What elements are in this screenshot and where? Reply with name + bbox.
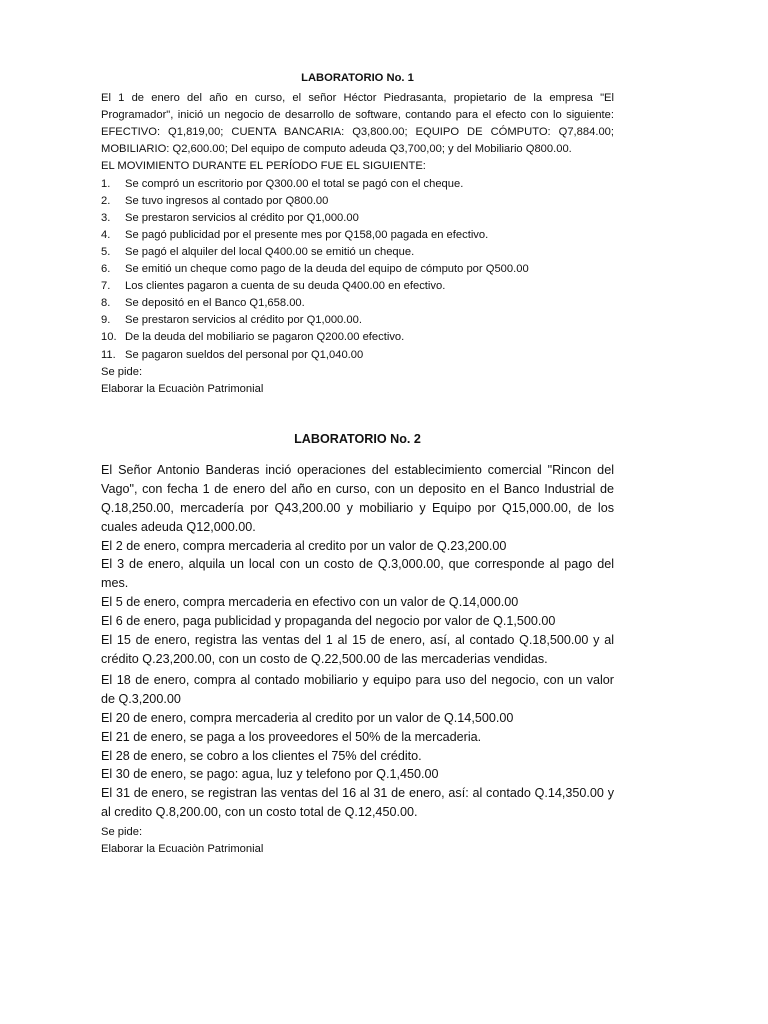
- item-number: 5.: [101, 245, 111, 258]
- item-text: Se emitió un cheque como pago de la deuda del equipo de cómputo por Q500.00: [125, 263, 529, 276]
- list-item: [101, 329, 614, 346]
- entry-jan-28: El 28 de enero, se cobro a los clientes el 75% del crédito.: [101, 748, 422, 763]
- entry-jan-5: El 5 de enero, compra mercaderia en efectivo con un valor de Q.14,000.00: [101, 595, 519, 610]
- entry-jan-20: El 20 de enero, compra mercaderia al credito por un valor de Q.14,500.00: [101, 710, 514, 725]
- laboratorio-1-title: LABORATORIO No. 1: [301, 72, 414, 84]
- list-item: [101, 193, 614, 210]
- item-number: 8.: [101, 297, 111, 310]
- se-pide-label: Se pide:: [101, 826, 143, 839]
- list-item: [101, 278, 614, 295]
- entry-jan-30: El 30 de enero, se pago: agua, luz y telefono por Q.1,450.00: [101, 767, 439, 782]
- entry-jan-18: El 18 de enero, compra al contado mobiliario y equipo para uso del negocio, con un valor de Q.3,200.00: [101, 672, 614, 706]
- laboratorio-2-title: LABORATORIO No. 2: [294, 432, 421, 446]
- transaction-list: [101, 176, 614, 364]
- movement-header: EL MOVIMIENTO DURANTE EL PERÍODO FUE EL SIGUIENTE:: [101, 160, 426, 173]
- item-number: 3.: [101, 211, 111, 224]
- list-item: [101, 244, 614, 261]
- item-number: 10.: [101, 331, 117, 344]
- task-text: Elaborar la Ecuaciòn Patrimonial: [101, 843, 264, 856]
- item-text: Se pagó el alquiler del local Q400.00 se emitió un cheque.: [125, 245, 415, 258]
- item-number: 9.: [101, 314, 111, 327]
- item-number: 1.: [101, 177, 111, 190]
- entry-jan-21: El 21 de enero, se paga a los proveedores el 50% de la mercaderia.: [101, 729, 482, 744]
- item-text: Se depositó en el Banco Q1,658.00.: [125, 297, 305, 310]
- entry-jan-31: El 31 de enero, se registran las ventas del 16 al 31 de enero, así: al contado Q.14,350.00 y al credito Q.8,200.00, con un costo total de Q.12,450.00.: [101, 786, 614, 820]
- list-item: [101, 295, 614, 312]
- list-item: [101, 347, 614, 364]
- se-pide-label: Se pide:: [101, 365, 143, 378]
- laboratorio-1-section: [101, 70, 614, 398]
- item-text: De la deuda del mobiliario se pagaron Q200.00 efectivo.: [125, 331, 405, 344]
- entry-jan-6: El 6 de enero, paga publicidad y propaganda del negocio por valor de Q.1,500.00: [101, 614, 556, 629]
- item-number: 2.: [101, 194, 111, 207]
- item-text: Se pagó publicidad por el presente mes por Q158,00 pagada en efectivo.: [125, 228, 489, 241]
- entry-jan-2: El 2 de enero, compra mercaderia al credito por un valor de Q.23,200.00: [101, 538, 507, 553]
- item-number: 6.: [101, 263, 111, 276]
- list-item: [101, 312, 614, 329]
- item-text: Se pagaron sueldos del personal por Q1,040.00: [125, 348, 364, 361]
- task-text: Elaborar la Ecuaciòn Patrimonial: [101, 382, 264, 395]
- item-number: 7.: [101, 280, 111, 293]
- list-item: [101, 210, 614, 227]
- item-text: Se compró un escritorio por Q300.00 el total se pagó con el cheque.: [125, 177, 464, 190]
- item-text: Se prestaron servicios al crédito por Q1,000.00: [125, 211, 359, 224]
- entry-jan-15: El 15 de enero, registra las ventas del 1 al 15 de enero, así, al contado Q.18,500.00 y al crédito Q.23,200.00, con un costo de Q.22,500.00 de las mercaderias vendidas.: [101, 633, 614, 666]
- list-item: [101, 176, 614, 193]
- list-item: [101, 261, 614, 278]
- laboratorio-1-intro: El 1 de enero del año en curso, el señor Héctor Piedrasanta, propietario de la empresa "El Programador", inició un negocio de desarrollo de software, contando para el efecto con lo siguiente: EFECTIVO: Q1,819,00; CUENTA BANCARIA: Q3,800.00; EQUIPO DE CÓMPUTO: Q7,884.00; MOBILIARIO: Q2,600.00; Del equipo de computo adeuda Q3,700,00; y del Mobiliario Q800.00.: [101, 92, 614, 156]
- item-text: Se tuvo ingresos al contado por Q800.00: [125, 194, 329, 207]
- item-number: 4.: [101, 228, 111, 241]
- item-number: 11.: [101, 348, 116, 361]
- laboratorio-2-intro: El Señor Antonio Banderas inció operaciones del establecimiento comercial "Rincon del Vago", con fecha 1 de enero del año en curso, con un deposito en el Banco Industrial de Q.18,250.00, mercadería por Q43,200.00 y mobiliario y Equipo por Q15,000.00, de los cuales adeuda Q12,000.00.: [101, 462, 614, 534]
- item-text: Los clientes pagaron a cuenta de su deuda Q400.00 en efectivo.: [125, 280, 446, 293]
- laboratorio-2-section: [101, 430, 614, 858]
- list-item: [101, 227, 614, 244]
- item-text: Se prestaron servicios al crédito por Q1,000.00.: [125, 314, 362, 327]
- entry-jan-3: El 3 de enero, alquila un local con un costo de Q.3,000.00, que corresponde al pago del mes.: [101, 557, 614, 591]
